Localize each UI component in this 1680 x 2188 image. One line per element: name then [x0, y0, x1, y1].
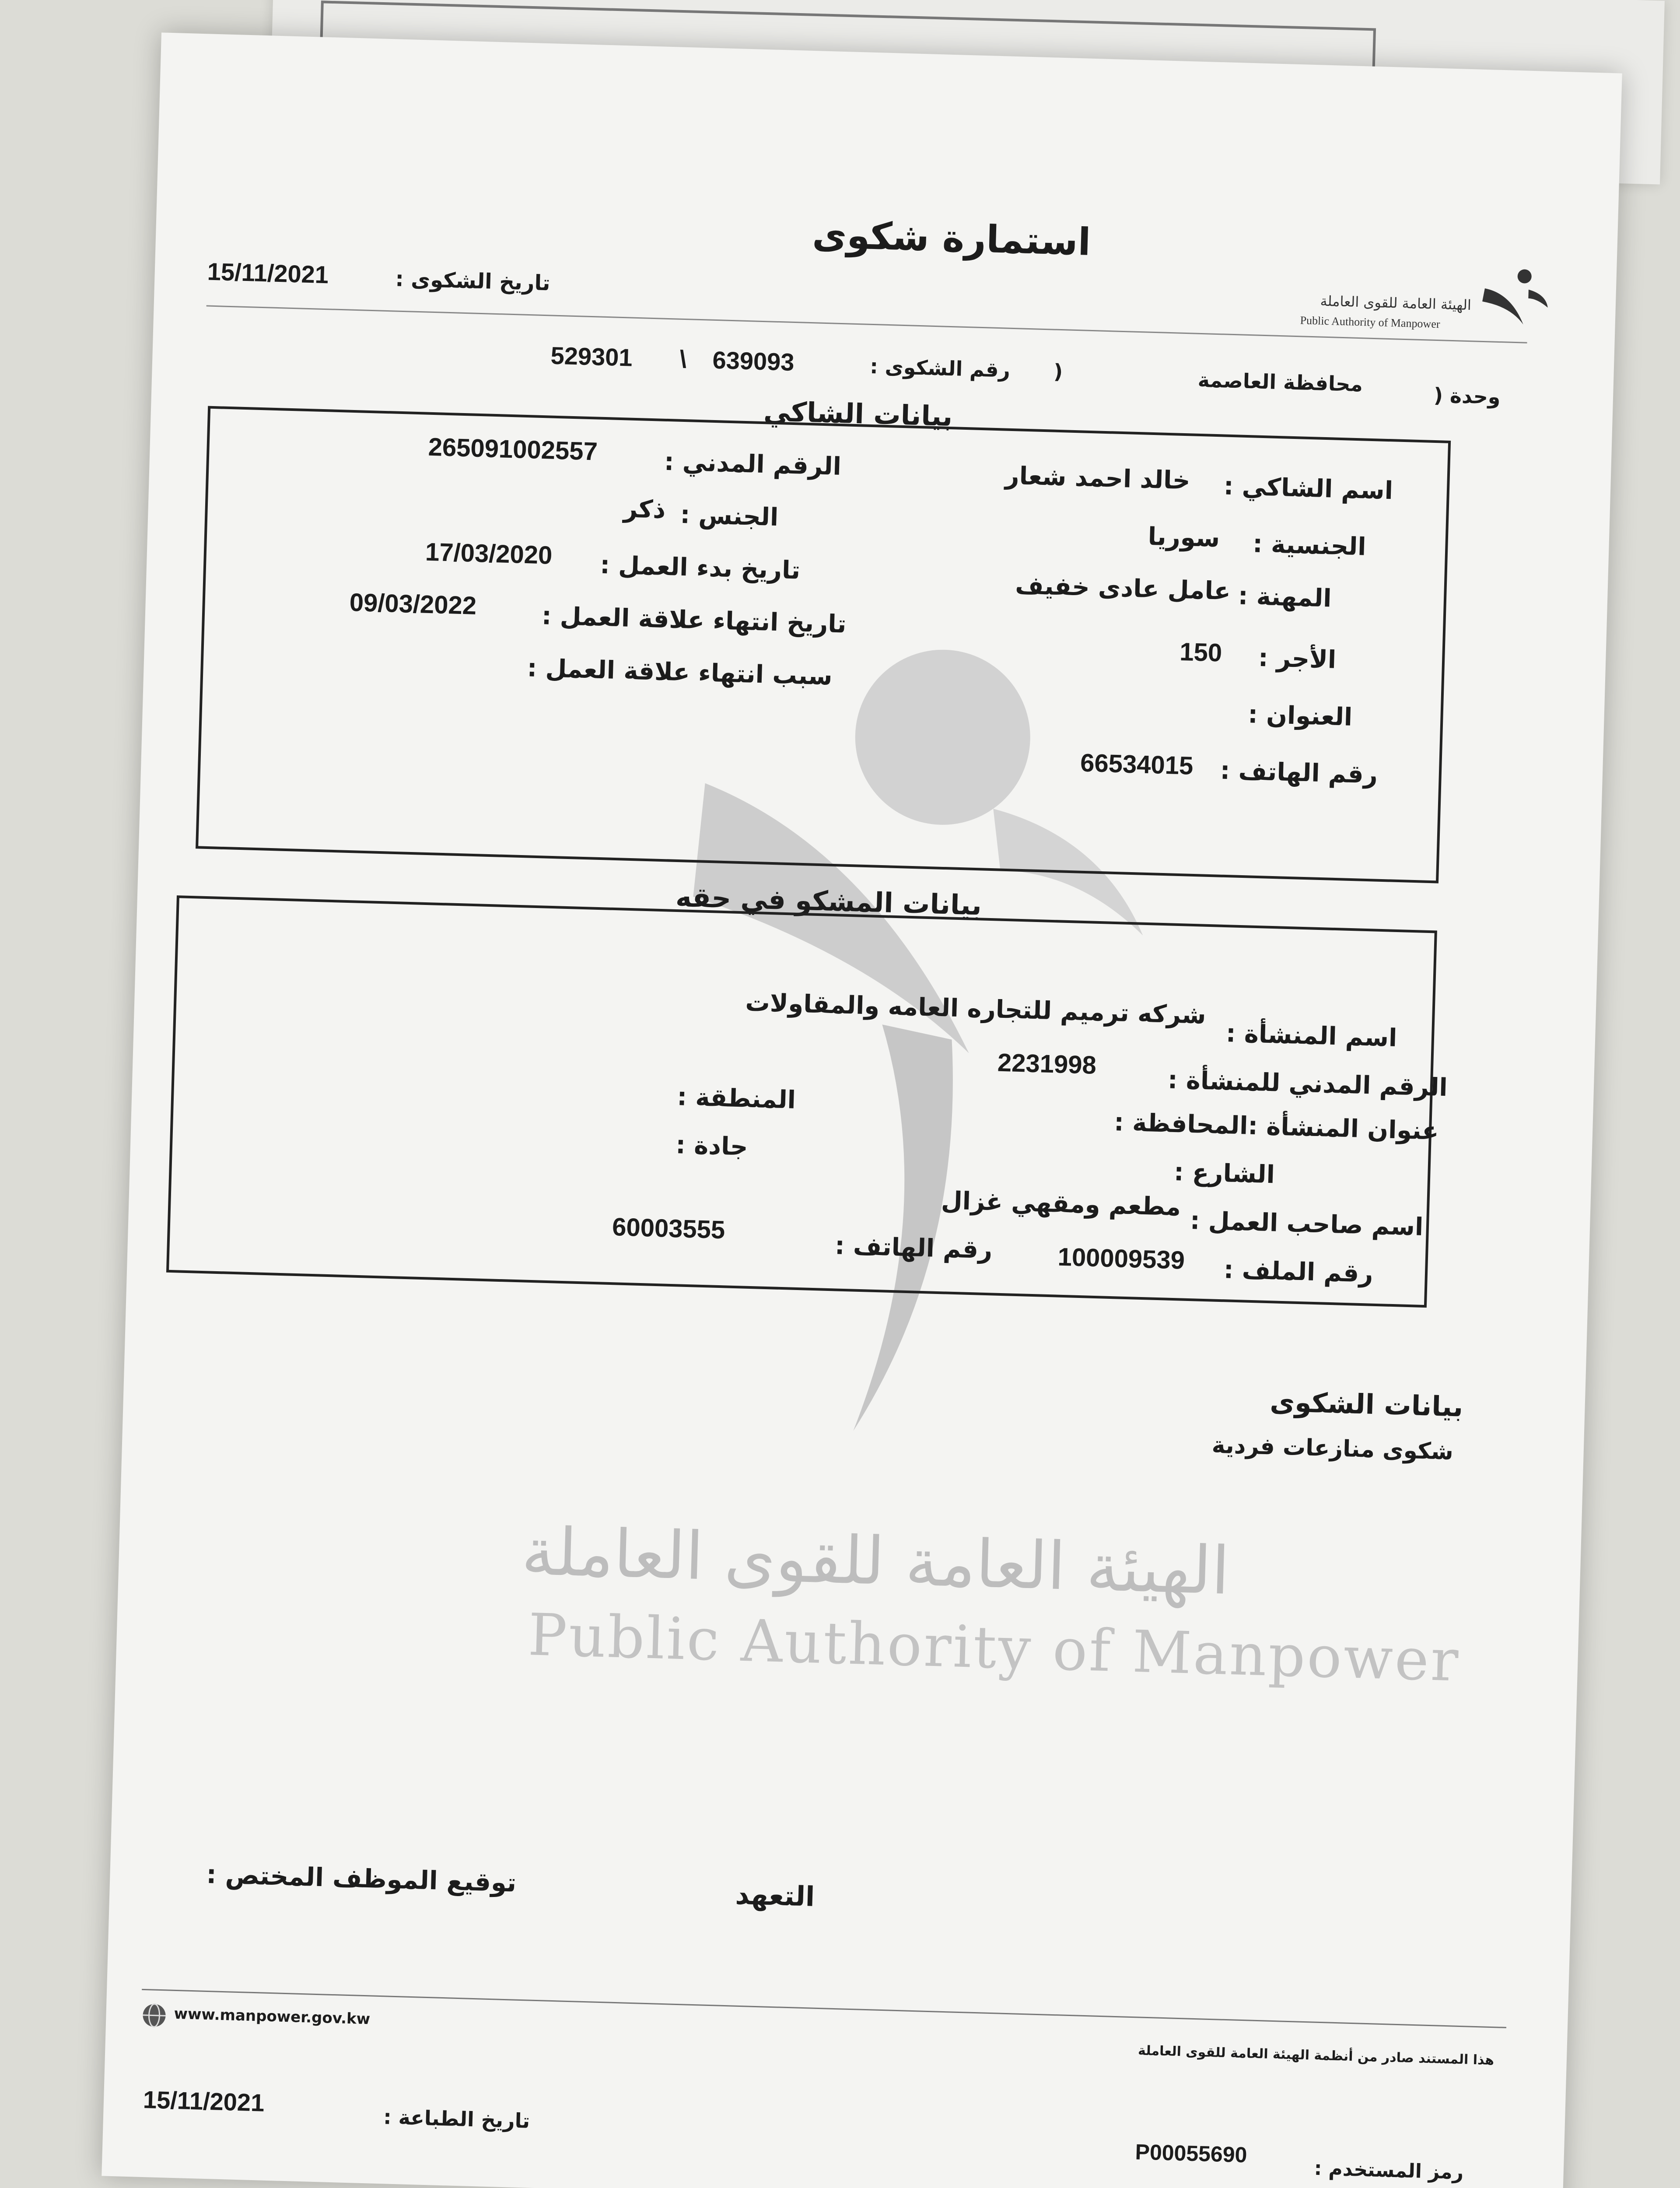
user-code-label: رمز المستخدم : [1314, 2157, 1464, 2184]
phone-label: رقم الهاتف : [1219, 756, 1378, 789]
page-title: استمارة شكوى [812, 213, 1092, 264]
complaint-date-label: تاريخ الشكوى : [395, 266, 551, 296]
owner-name: مطعم ومقهي غزال [941, 1186, 1181, 1222]
start-date: 17/03/2020 [425, 537, 553, 570]
user-code: P00055690 [1134, 2139, 1248, 2167]
complaint-reference: 529301 [550, 341, 633, 372]
file-number-label: رقم الملف : [1223, 1255, 1374, 1288]
unit-close: ) [1053, 359, 1064, 384]
address-label: العنوان : [1247, 700, 1353, 732]
establishment-name-label: اسم المنشأة : [1225, 1019, 1398, 1053]
print-date-label: تاريخ الطباعة : [383, 2105, 530, 2133]
complaint-number: 639093 [712, 346, 795, 376]
unit-label: وحدة ( [1433, 383, 1501, 409]
establishment-address-label: عنوان المنشأة :المحافظة : [1113, 1108, 1439, 1146]
file-number: 100009539 [1057, 1242, 1185, 1275]
complaint-type: شكوى منازعات فردية [1211, 1432, 1454, 1466]
start-date-label: تاريخ بدء العمل : [599, 551, 801, 585]
respondent-section-title: بيانات المشكو في حقه [675, 880, 982, 922]
complainant-name: خالد احمد شعار [1004, 461, 1191, 495]
respondent-phone-label: رقم الهاتف : [834, 1231, 993, 1265]
website-link[interactable]: www.manpower.gov.kw [174, 2005, 371, 2028]
civil-id-label: الرقم المدني : [664, 447, 842, 481]
end-date-label: تاريخ انتهاء علاقة العمل : [541, 602, 847, 639]
manpower-logo-icon [1475, 262, 1551, 338]
respondent-box [166, 895, 1448, 1308]
owner-label: اسم صاحب العمل : [1190, 1206, 1424, 1241]
complaint-section-title: بيانات الشكوى [1269, 1385, 1464, 1423]
pledge-label: التعهد [735, 1878, 816, 1913]
print-date: 15/11/2021 [143, 2086, 265, 2117]
profession-label: المهنة : [1238, 582, 1332, 613]
complaint-date: 15/11/2021 [206, 257, 329, 289]
logo-english-text: Public Authority of Manpower [1300, 314, 1440, 331]
end-reason-label: سبب انتهاء علاقة العمل : [526, 654, 833, 691]
establishment-civil-id: 2231998 [997, 1048, 1097, 1080]
watermark-arabic: الهيئة العامة للقوى العاملة [521, 1513, 1231, 1609]
nationality-label: الجنسية : [1252, 529, 1367, 561]
area-label: المنطقة : [676, 1083, 796, 1115]
salary-label: الأجر : [1258, 643, 1337, 674]
complainant-box [196, 406, 1451, 884]
governorate: محافظة العاصمة [1197, 368, 1363, 396]
complainant-section-title: بيانات الشاكي [763, 395, 953, 433]
gender-label: الجنس : [679, 500, 779, 532]
profession: عامل عادى خفيف [1015, 571, 1231, 606]
complaint-number-label: رقم الشكوى : [869, 354, 1011, 382]
globe-icon [141, 2002, 168, 2029]
document-notice: هذا المستند صادر من أنظمة الهيئة العامة للقوى العاملة [1138, 2043, 1494, 2069]
complainant-phone: 66534015 [1080, 748, 1194, 780]
watermark-english: Public Authority of Manpower [527, 1601, 1461, 1695]
street-label: الشارع : [1173, 1157, 1275, 1189]
nationality: سوريا [1147, 522, 1221, 553]
employee-signature-label: توقيع الموظف المختص : [206, 1859, 517, 1898]
establishment-civil-label: الرقم المدني للمنشأة : [1167, 1066, 1448, 1102]
salary: 150 [1179, 637, 1223, 667]
end-date: 09/03/2022 [349, 588, 477, 620]
establishment-name: شركه ترميم للتجاره العامه والمقاولات [745, 988, 1207, 1030]
civil-id: 265091002557 [427, 432, 598, 466]
complaint-separator: \ [679, 345, 687, 373]
logo-arabic-text: الهيئة العامة للقوى العاملة [1320, 292, 1472, 314]
complaint-form-page [102, 32, 1622, 2188]
avenue-label: جادة : [675, 1131, 749, 1161]
name-label: اسم الشاكي : [1223, 472, 1393, 505]
gender: ذكر [623, 494, 666, 524]
respondent-phone: 60003555 [612, 1213, 726, 1245]
